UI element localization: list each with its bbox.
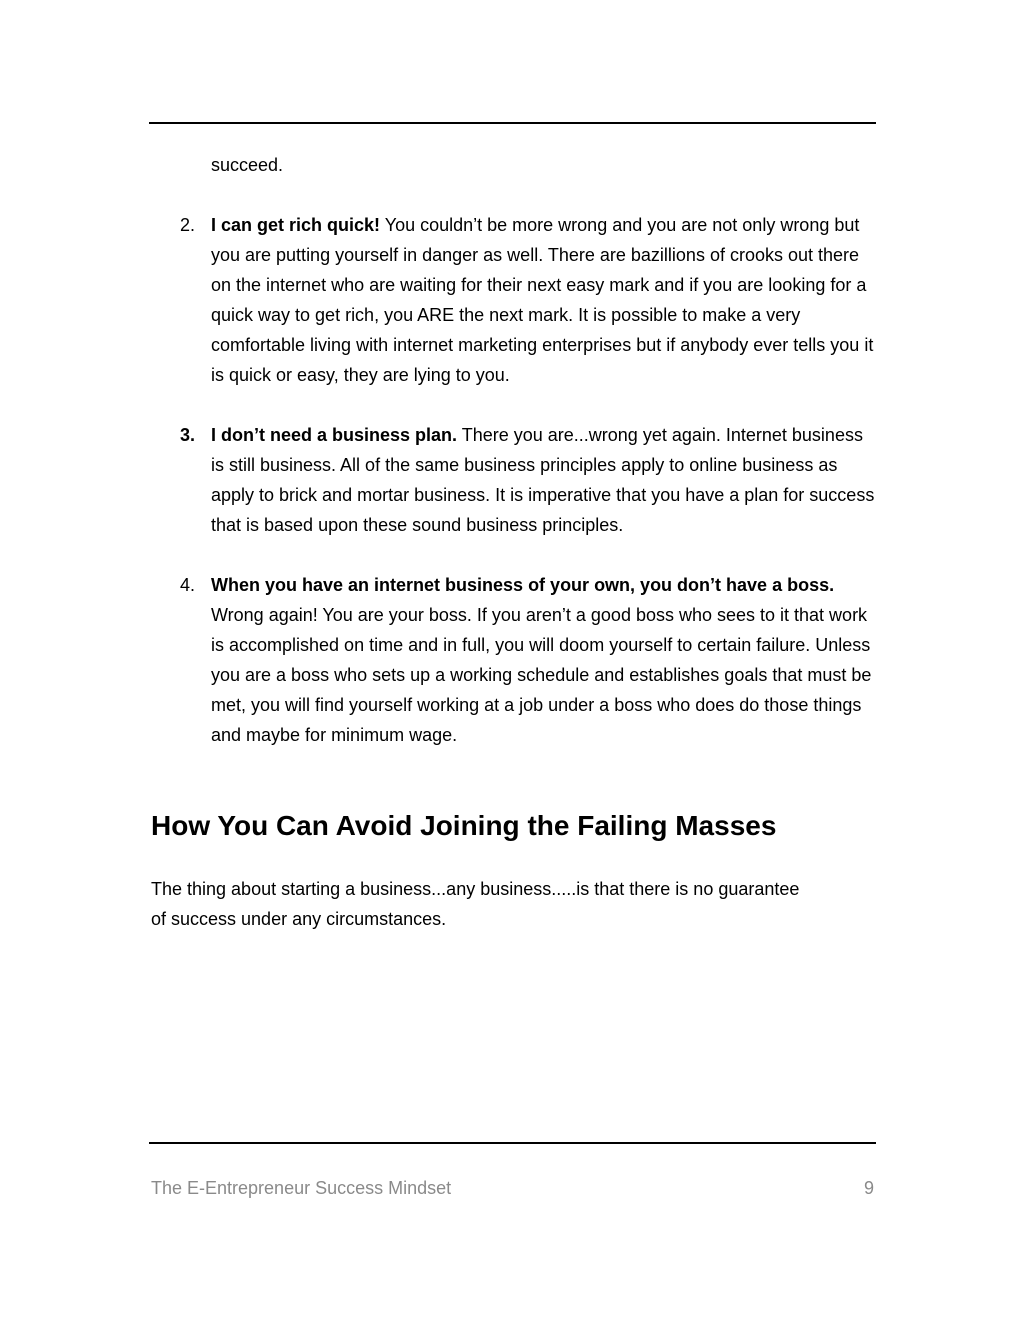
footer-rule	[149, 1142, 876, 1144]
list-item-text: You couldn’t be more wrong and you are not only wrong but you are putting yourself in danger as well. There are bazillions of crooks out there on the internet who are waiting for their next easy mark and if you are looking for a quick way to get rich, you ARE the next mark. It is possible to make a very comfortable living with internet marketing enterprises but if anybody ever tells you it is quick or easy, they are lying to you.	[211, 215, 874, 385]
list-item-2	[151, 210, 875, 390]
continuation-text: succeed.	[211, 155, 284, 175]
list-item-lead: I can get rich quick!	[211, 215, 381, 235]
list-number: 3.	[180, 425, 196, 445]
section-heading: How You Can Avoid Joining the Failing Masses	[151, 810, 777, 841]
list-item-body	[211, 210, 875, 390]
page-content	[151, 150, 875, 934]
header-rule	[149, 122, 876, 124]
list-item-3	[151, 420, 875, 540]
list-number: 4.	[180, 575, 196, 595]
page-number: 9	[863, 1178, 874, 1198]
list-item-text: Wrong again! You are your boss. If you aren’t a good boss who sees to it that work is accomplished on time and in full, you will doom yourself to certain failure. Unless you are a boss who sets up a working schedule and establishes goals that must be met, you will find yourself working at a job under a boss who does do those things and maybe for minimum wage.	[211, 605, 872, 745]
footer-title: The E-Entrepreneur Success Mindset	[151, 1178, 452, 1198]
list-item-4	[151, 570, 875, 750]
list-number: 2.	[180, 215, 196, 235]
body-paragraph: The thing about starting a business...any business.....is that there is no guarantee of success under any circumstances.	[151, 879, 800, 929]
list-item-lead: I don’t need a business plan.	[211, 425, 458, 445]
list-item-body	[211, 420, 875, 540]
list-item-body	[211, 570, 875, 750]
list-item-text: There you are...wrong yet again. Internet business is still business. All of the same business principles apply to online business as apply to brick and mortar business. It is imperative that you have a plan for success that is based upon these sound business principles.	[211, 425, 875, 535]
list-item-lead: When you have an internet business of your own, you don’t have a boss.	[211, 575, 835, 595]
